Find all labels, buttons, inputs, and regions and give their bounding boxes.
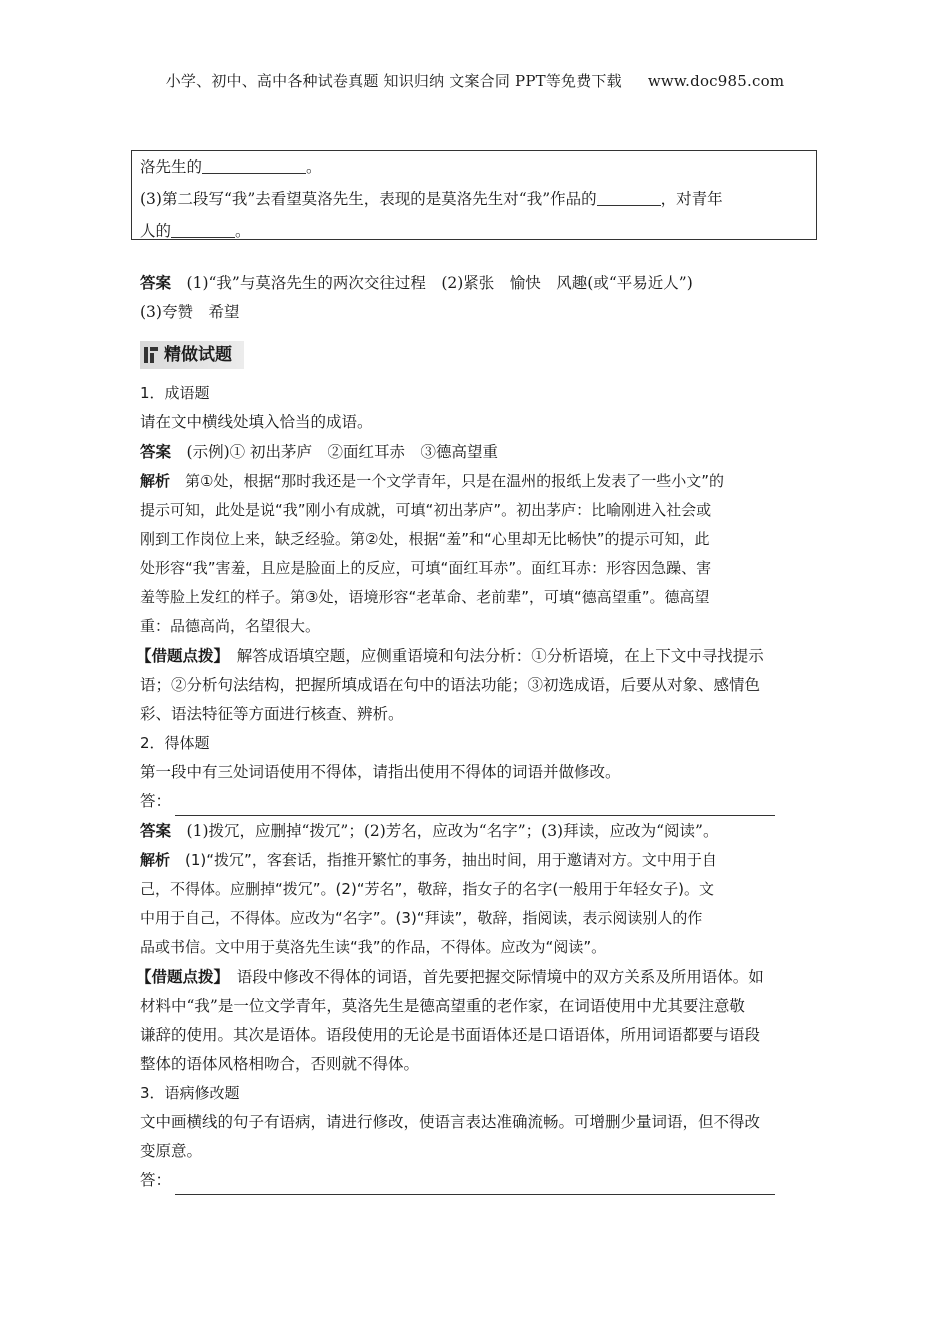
- answer-text: (1)“我”与莫洛先生的两次交往过程 (2)紧张 愉快 风趣(或“平易近人”): [186, 274, 693, 292]
- header-text: 小学、初中、高中各种试卷真题 知识归纳 文案合同 PPT等免费下载: [165, 72, 622, 90]
- box-line-3-end: 。: [235, 222, 251, 240]
- main-content: [136, 268, 812, 1195]
- q2-tip-line-0: [136, 962, 812, 992]
- q1-tip-line-2: 彩、语法特征等方面进行核查、辨析。: [140, 705, 404, 723]
- q2-title: 2．得体题: [140, 734, 210, 752]
- q3-title: 3．语病修改题: [140, 1084, 240, 1102]
- q1-prompt: 请在文中横线处填入恰当的成语。: [140, 413, 373, 431]
- q2-analysis-line-3: 品或书信。文中用于莫洛先生读“我”的作品，不得体。应改为“阅读”。: [140, 938, 607, 956]
- top-answer-line-2: (3)夸赞 希望: [140, 303, 240, 321]
- q2-tip-line-2: 谦辞的使用。其次是语体。语段使用的无论是书面语体还是口语语体，所用词语都要与语段: [140, 1026, 761, 1044]
- fill-blank[interactable]: [597, 187, 661, 206]
- fill-blank[interactable]: [171, 219, 235, 238]
- q1-analysis-line-5: 重：品德高尚，名望很大。: [140, 617, 321, 635]
- box-line-1-end: 。: [306, 158, 322, 176]
- tip-label: 【借题点拨】: [136, 646, 222, 665]
- header-url[interactable]: www.doc985.com: [647, 72, 785, 90]
- answer-prefix: 答：: [140, 792, 172, 810]
- answer-input-line[interactable]: [175, 795, 775, 816]
- q2-answer-line: [140, 787, 812, 816]
- analysis-label: 解析: [140, 472, 171, 490]
- analysis-text: 第①处，根据“那时我还是一个文学青年，只是在温州的报纸上发表了一些小文”的: [185, 472, 725, 490]
- top-answer-line-1: [140, 268, 812, 298]
- q3-answer-line: [140, 1166, 812, 1195]
- q1-tip-line-0: [136, 641, 812, 671]
- box-line-2-end: ，对青年: [660, 190, 723, 208]
- answer-input-line[interactable]: [175, 1174, 775, 1195]
- q3-prompt-line-1: 变原意。: [140, 1142, 203, 1160]
- answer-label: 答案: [140, 442, 172, 461]
- q2-tip-line-1: 材料中“我”是一位文学青年，莫洛先生是德高望重的老作家，在词语使用中尤其要注意敬: [140, 997, 745, 1015]
- q2-prompt: 第一段中有三处词语使用不得体，请指出使用不得体的词语并做修改。: [140, 763, 621, 781]
- q2-analysis-line-2: 中用于自己，不得体。应改为“名字”。(3)“拜读”，敬辞，指阅读，表示阅读别人的作: [140, 909, 703, 927]
- section-marker-icon: [144, 347, 158, 363]
- q3-prompt-line-0: 文中画横线的句子有语病，请进行修改，使语言表达准确流畅。可增删少量词语，但不得改: [140, 1113, 761, 1131]
- analysis-text: (1)“拨冗”，客套话，指推开繁忙的事务，抽出时间，用于邀请对方。文中用于自: [185, 851, 717, 869]
- box-line-1: [140, 151, 808, 183]
- q2-analysis-line-1: 己，不得体。应删掉“拨冗”。(2)“芳名”，敬辞，指女子的名字(一般用于年轻女子)。文: [140, 880, 715, 898]
- section-heading: [140, 341, 244, 369]
- q1-answer: [140, 437, 812, 467]
- answer-prefix: 答：: [140, 1171, 172, 1189]
- answer-label: 答案: [140, 821, 172, 840]
- page-header: [0, 70, 950, 91]
- q1-analysis-line-1: 提示可知，此处是说“我”刚小有成就，可填“初出茅庐”。初出茅庐：比喻刚进入社会或: [140, 501, 712, 519]
- tip-text: 语段中修改不得体的词语，首先要把握交际情境中的双方关系及所用语体。如: [236, 968, 764, 986]
- box-line-2: [140, 183, 808, 215]
- q2-analysis-line-0: [140, 846, 812, 875]
- box-line-1-text: 洛先生的: [140, 158, 203, 176]
- fill-blank[interactable]: [202, 155, 306, 174]
- q1-analysis-line-2: 刚到工作岗位上来，缺乏经验。第②处，根据“羞”和“心里却无比畅快”的提示可知，此: [140, 530, 710, 548]
- answer-text: (示例)① 初出茅庐 ②面红耳赤 ③德高望重: [186, 443, 499, 461]
- q2-answer: [140, 816, 812, 846]
- q1-analysis-line-3: 处形容“我”害羞，且应是脸面上的反应，可填“面红耳赤”。面红耳赤：形容因急躁、害: [140, 559, 712, 577]
- question-box: [131, 150, 817, 240]
- box-line-2-text: (3)第二段写“我”去看望莫洛先生，表现的是莫洛先生对“我”作品的: [140, 190, 597, 208]
- answer-label: 答案: [140, 273, 172, 292]
- q1-title: 1．成语题: [140, 384, 210, 402]
- analysis-label: 解析: [140, 851, 171, 869]
- tip-label: 【借题点拨】: [136, 967, 222, 986]
- q1-analysis-line-4: 羞等脸上发红的样子。第③处，语境形容“老革命、老前辈”，可填“德高望重”。德高望: [140, 588, 710, 606]
- box-line-3-text: 人的: [140, 222, 172, 240]
- box-line-3: [140, 215, 808, 247]
- section-title: 精做试题: [164, 344, 232, 365]
- q1-analysis-line-0: [140, 467, 812, 496]
- q1-tip-line-1: 语；②分析句法结构，把握所填成语在句中的语法功能；③初选成语，后要从对象、感情色: [140, 676, 761, 694]
- answer-text: (1)拨冗，应删掉“拨冗”；(2)芳名，应改为“名字”；(3)拜读，应改为“阅读”。: [186, 822, 719, 840]
- q2-tip-line-3: 整体的语体风格相吻合，否则就不得体。: [140, 1055, 420, 1073]
- tip-text: 解答成语填空题，应侧重语境和句法分析：①分析语境，在上下文中寻找提示: [236, 647, 764, 665]
